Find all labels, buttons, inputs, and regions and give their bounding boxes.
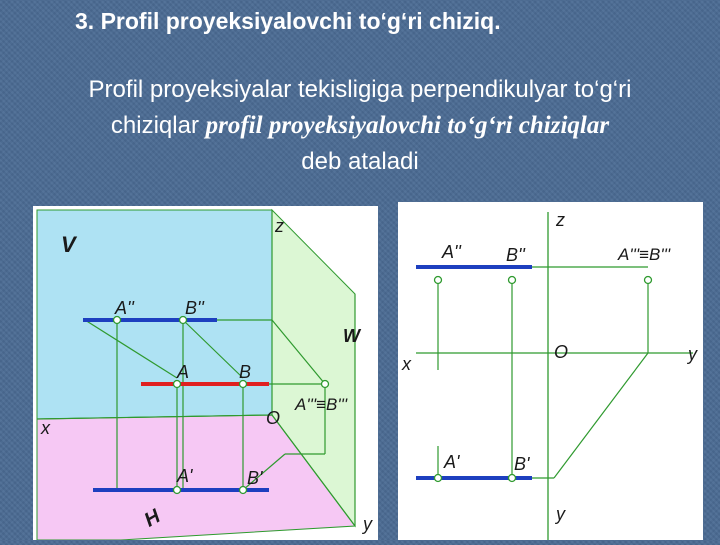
label-B1: B': [247, 468, 263, 488]
point-AB3: [322, 381, 329, 388]
point-B2: [509, 277, 516, 284]
axonometric-svg: [33, 206, 378, 540]
label-z: z: [556, 210, 565, 230]
label-A2: A'': [442, 242, 461, 262]
axonometric-diagram: [33, 206, 378, 540]
label-y-right: y: [688, 344, 697, 364]
label-W: W: [343, 326, 360, 346]
label-V: V: [61, 232, 76, 257]
point-A1: [174, 487, 181, 494]
point-B1: [240, 487, 247, 494]
label-O: O: [554, 342, 569, 362]
label-y: y: [363, 514, 372, 534]
label-A1: A': [444, 452, 460, 472]
point-B1: [509, 475, 516, 482]
point-AB3: [645, 277, 652, 284]
definition-line-1: Profil proyeksiyalar tekisligiga perpendikulyar to‘g‘ri: [88, 76, 632, 103]
label-z: z: [275, 216, 284, 236]
label-H: H: [140, 505, 165, 532]
label-O: O: [266, 408, 281, 428]
definition-line-2: [0, 108, 720, 144]
label-x: x: [41, 418, 50, 438]
label-A1: A': [177, 466, 193, 486]
label-B1: B': [514, 454, 530, 474]
label-AB3: A'''≡B''': [295, 395, 348, 414]
label-B2: B'': [185, 298, 204, 318]
epure-svg: [398, 202, 703, 540]
point-A1: [435, 475, 442, 482]
label-y-bottom: y: [556, 504, 565, 524]
label-AB3: A'''≡B''': [618, 245, 671, 264]
definition-line-2-plain: chiziqlar: [110, 112, 206, 139]
label-B2: B'': [506, 245, 525, 265]
point-A2: [435, 277, 442, 284]
definition-text: [0, 72, 720, 180]
label-x: x: [402, 354, 411, 374]
epure-diagram: [398, 202, 703, 540]
slide-title: 3. Profil proyeksiyalovchi to‘g‘ri chiziq.: [75, 8, 501, 34]
definition-term: profil proyeksiyalovchi to‘g‘ri chiziqlar: [205, 112, 610, 139]
label-A2: A'': [115, 298, 134, 318]
label-B: B: [239, 362, 252, 382]
proj-line: [554, 353, 648, 478]
definition-line-3: deb ataladi: [301, 148, 419, 175]
label-A: A: [177, 362, 190, 382]
